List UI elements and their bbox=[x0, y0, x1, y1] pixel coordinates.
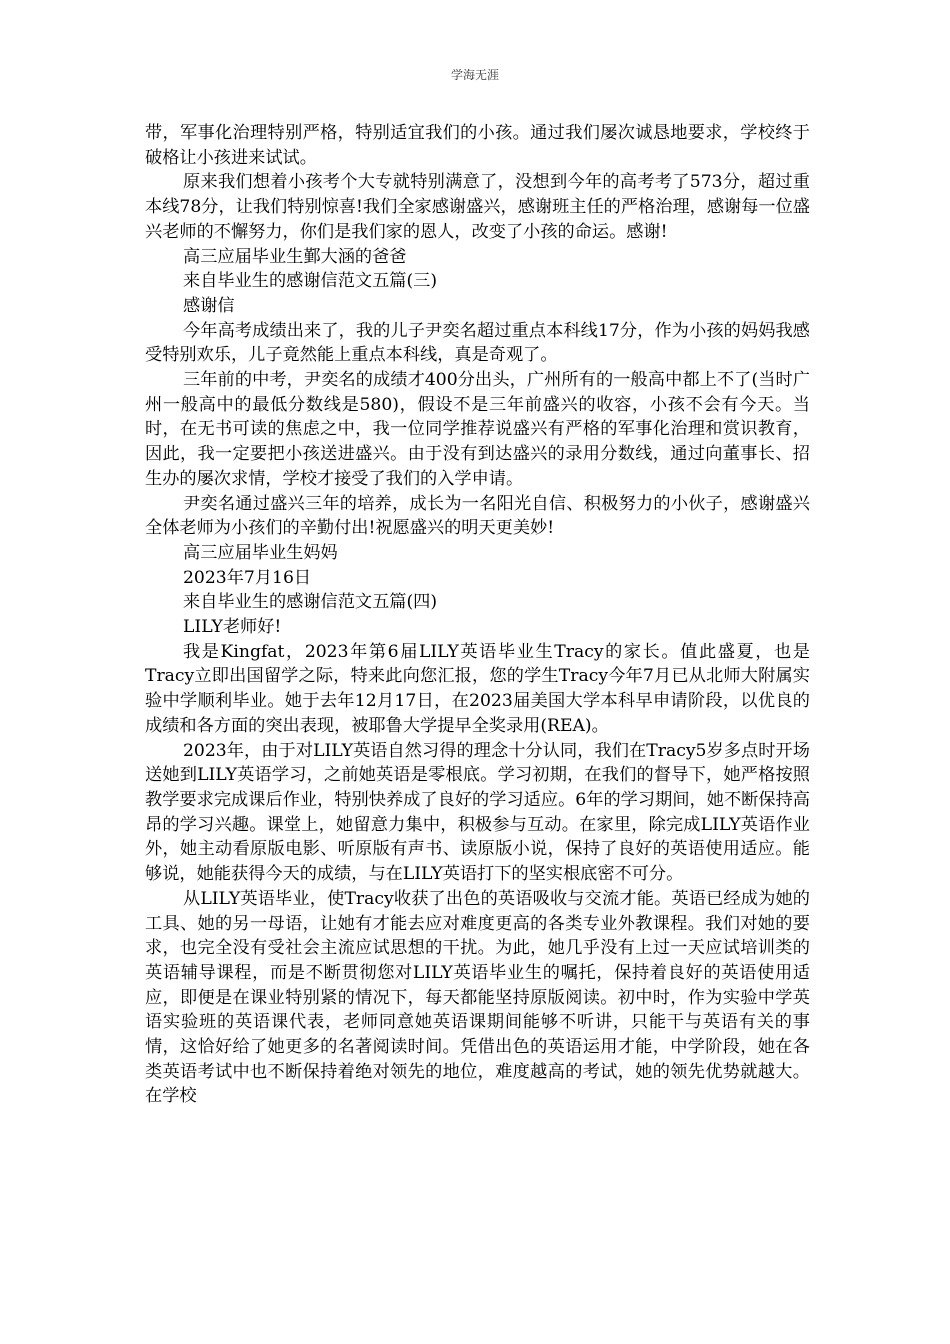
letter-title: 感谢信 bbox=[183, 295, 235, 316]
paragraph: 2023年，由于对LILY英语自然习得的理念十分认同，我们在Tracy5岁多点时开场送她到LILY英语学习，之前她英语是零根底。学习初期，在我们的督导下，她严格按照教学要求完成课后作业，特别快养成了良好的学习适应。6年的学习期间，她不断保持高昂的学习兴趣。课堂上，她留意力集中，积极参与互动。在家里，除完成LILY英语作业外，她主动看原版电影、听原版有声书、读原版小说，保持了良好的英语使用适应。能够说，她能获得今天的成绩，与在LILY英语打下的坚实根底密不可分。 bbox=[145, 740, 810, 885]
signature: 高三应届毕业生妈妈 bbox=[183, 542, 338, 563]
page-header: 学海无涯 bbox=[450, 68, 499, 82]
paragraph: 原来我们想着小孩考个大专就特别满意了，没想到今年的高考考了573分，超过重本线78分，让我们特别惊喜!我们全家感谢盛兴，感谢班主任的严格治理，感谢每一位盛兴老师的不懈努力，你们是我们家的恩人，改变了小孩的命运。感谢! bbox=[145, 172, 810, 242]
paragraph: 三年前的中考，尹奕名的成绩才400分出头，广州所有的一般高中都上不了(当时广州一般高中的最低分数线是580)，假设不是三年前盛兴的收容，小孩不会有今天。当时，在无书可读的焦虑之中，我一位同学推荐说盛兴有严格的军事化治理和赏识教育，因此，我一定要把小孩送进盛兴。由于没有到达盛兴的录用分数线，通过向董事长、招生办的屡次求情，学校才接受了我们的入学申请。 bbox=[145, 370, 810, 489]
paragraph: 带，军事化治理特别严格，特别适宜我们的小孩。通过我们屡次诚恳地要求，学校终于破格让小孩进来试试。 bbox=[145, 123, 810, 168]
paragraph: 从LILY英语毕业，使Tracy收获了出色的英语吸收与交流才能。英语已经成为她的工具、她的另一母语，让她有才能去应对难度更高的各类专业外教课程。我们对她的要求，也完全没有受社会主流应试思想的干扰。为此，她几乎没有上过一天应试培训类的英语辅导课程，而是不断贯彻您对LILY英语毕业生的嘱托，保持着良好的英语使用适应，即便是在课业特别紧的情况下，每天都能坚持原版阅读。初中时，作为实验中学英语实验班的英语课代表，老师同意她英语课期间能够不听讲，只能干与英语有关的事情，这恰好给了她更多的名著阅读时间。凭借出色的英语运用才能，中学阶段，她在各类英语考试中也不断保持着绝对领先的地位，难度越高的考试，她的领先优势就越大。在学校 bbox=[145, 888, 810, 1107]
paragraph: 我是Kingfat，2023年第6届LILY英语毕业生Tracy的家长。值此盛夏，也是Tracy立即出国留学之际，特来此向您汇报，您的学生Tracy今年7月已从北师大附属实验中学顺利毕业。她于去年12月17日，在2023届美国大学本科早申请阶段，以优良的成绩和各方面的突出表现，被耶鲁大学提早全奖录用(REA)。 bbox=[145, 641, 810, 736]
paragraph: 今年高考成绩出来了，我的儿子尹奕名超过重点本科线17分，作为小孩的妈妈我感受特别欢乐，儿子竟然能上重点本科线，真是奇观了。 bbox=[145, 320, 810, 366]
paragraph: 尹奕名通过盛兴三年的培养，成长为一名阳光自信、积极努力的小伙子，感谢盛兴全体老师为小孩们的辛勤付出!祝愿盛兴的明天更美妙! bbox=[145, 493, 810, 539]
document-body bbox=[145, 121, 810, 1109]
date: 2023年7月16日 bbox=[183, 567, 312, 588]
salutation: LILY老师好! bbox=[183, 617, 282, 638]
section-title: 来自毕业生的感谢信范文五篇(三) bbox=[183, 271, 438, 292]
section-title: 来自毕业生的感谢信范文五篇(四) bbox=[183, 592, 438, 613]
signature: 高三应届毕业生鄞大涵的爸爸 bbox=[183, 246, 407, 267]
